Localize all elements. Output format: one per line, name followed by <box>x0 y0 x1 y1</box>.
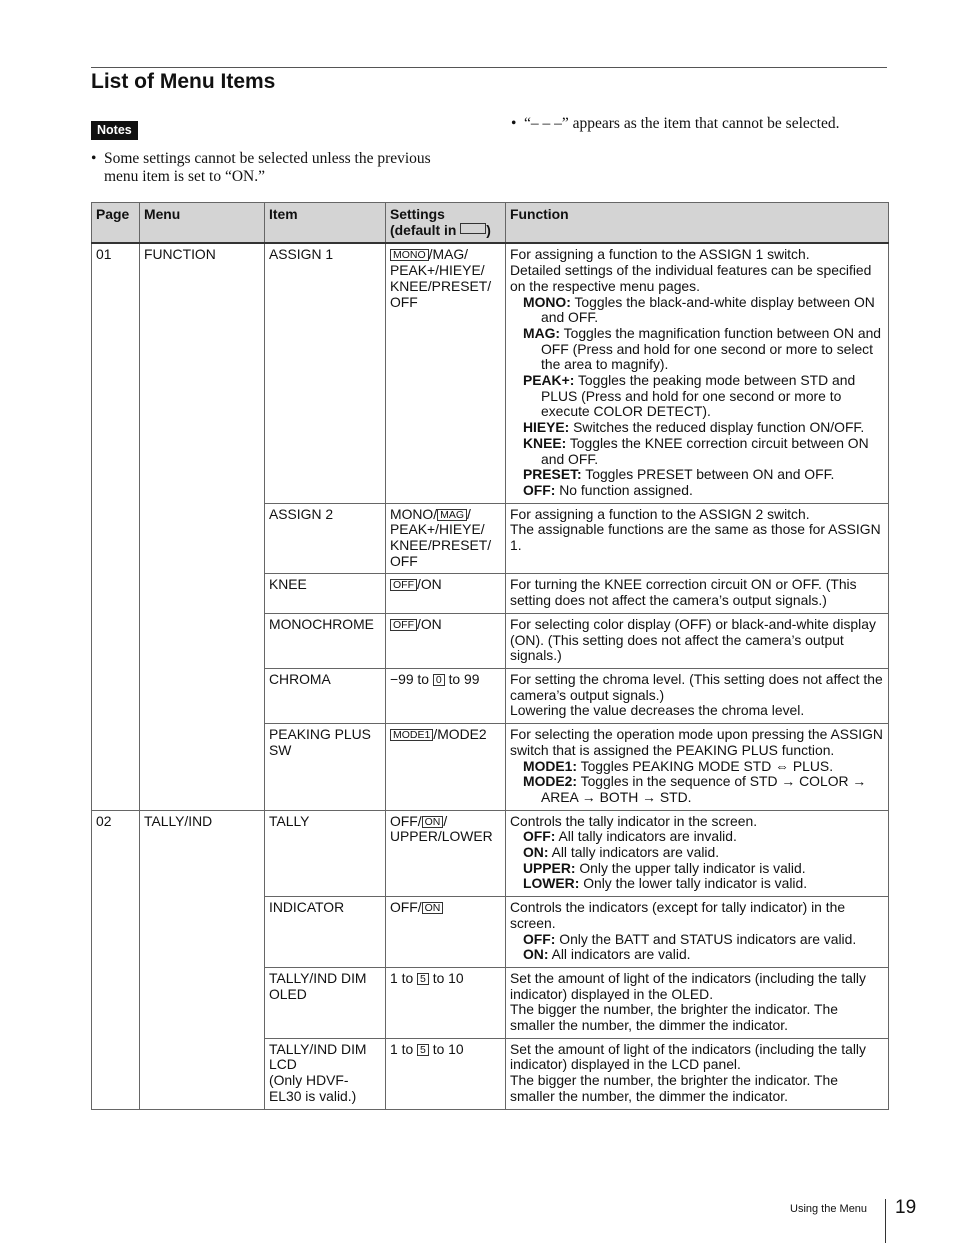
cell-function <box>506 1038 889 1109</box>
page-code: 01 <box>96 246 112 263</box>
item-name: TALLY <box>269 812 310 829</box>
function-text: For assigning a function to the ASSIGN 2 switch. <box>510 505 810 522</box>
table-row <box>92 1038 889 1109</box>
function-def <box>510 436 884 467</box>
cell-item <box>265 503 386 574</box>
table-header-row <box>92 203 889 244</box>
item-line: LCD <box>269 1056 297 1073</box>
cell-function <box>506 668 889 723</box>
def-desc: Toggles the magnification function between ON and OFF (Press and hold for one second or more to select the area to magnify). <box>541 324 882 373</box>
def-term: ON: <box>523 946 549 963</box>
def-term: ON: <box>523 844 549 861</box>
table-row <box>92 613 889 668</box>
cell-page <box>92 574 140 613</box>
table-row <box>92 668 889 723</box>
function-def <box>510 845 884 861</box>
item-name: KNEE <box>269 576 307 593</box>
header-settings <box>386 203 506 244</box>
item-line: TALLY/IND DIM <box>269 1040 367 1057</box>
def-term: HIEYE: <box>523 419 570 436</box>
cell-settings <box>386 810 506 897</box>
def-desc: Only the lower tally indicator is valid. <box>583 875 808 892</box>
cell-settings <box>386 668 506 723</box>
function-text: Set the amount of light of the indicators (including the tally indicator) displayed in the LCD panel. <box>510 1040 866 1073</box>
note-bullet <box>511 115 886 133</box>
item-line: EL30 is valid.) <box>269 1087 357 1104</box>
setting-before: 1 to <box>390 969 418 986</box>
function-def <box>510 483 884 499</box>
setting-default-box: OFF <box>390 579 417 591</box>
def-desc: Switches the reduced display function ON/OFF. <box>573 419 865 436</box>
cell-page <box>92 613 140 668</box>
function-text: Controls the indicators (except for tally indicator) in the screen. <box>510 899 846 931</box>
setting-rest: to 10 <box>428 969 464 986</box>
function-text: For turning the KNEE correction circuit ON or OFF. (This setting does not affect the camera’s output signals.) <box>510 576 857 609</box>
setting-before: OFF/ <box>390 899 422 916</box>
def-desc: Only the upper tally indicator is valid. <box>579 859 806 876</box>
function-def <box>510 373 884 420</box>
function-text: Set the amount of light of the indicators (including the tally indicator) displayed in the OLED. <box>510 969 866 1002</box>
note-bullet <box>91 150 466 186</box>
cell-page <box>92 967 140 1038</box>
header-menu: Menu <box>140 203 265 244</box>
setting-default-box: 5 <box>417 973 429 985</box>
function-def <box>510 759 884 775</box>
setting-rest: / UPPER/LOWER <box>390 812 493 845</box>
function-text: The assignable functions are the same as those for ASSIGN 1. <box>510 521 881 554</box>
setting-default-box: ON <box>422 816 444 828</box>
function-def <box>510 420 884 436</box>
setting-before: −99 to <box>390 670 433 687</box>
def-desc: All tally indicators are invalid. <box>558 828 737 845</box>
cell-item <box>265 1038 386 1109</box>
cell-item <box>265 243 386 503</box>
setting-default-box: MODE1 <box>390 729 433 741</box>
item-name: ASSIGN 1 <box>269 246 334 263</box>
function-def <box>510 829 884 845</box>
item-name: INDICATOR <box>269 899 345 916</box>
table-row <box>92 810 889 897</box>
function-text: The bigger the number, the brighter the indicator. The smaller the number, the dimmer the indicator. <box>510 1001 838 1034</box>
cell-page <box>92 243 140 503</box>
def-term: OFF: <box>523 828 556 845</box>
function-text: Lowering the value decreases the chroma level. <box>510 702 805 719</box>
cell-settings <box>386 243 506 503</box>
function-def <box>510 861 884 877</box>
def-term: MODE2: <box>523 773 578 790</box>
cell-menu <box>140 1038 265 1109</box>
cell-page <box>92 724 140 811</box>
setting-rest: /MODE2 <box>433 726 487 743</box>
cell-menu <box>140 897 265 968</box>
note-right <box>511 115 886 133</box>
cell-function <box>506 243 889 503</box>
def-desc: Toggles the KNEE correction circuit between ON and OFF. <box>541 434 869 467</box>
note-left <box>91 150 466 186</box>
cell-function <box>506 724 889 811</box>
setting-rest: /MAG/ PEAK+/HIEYE/ KNEE/PRESET/ OFF <box>390 246 492 310</box>
table-row <box>92 243 889 503</box>
note-text: “– – –” appears as the item that cannot be selected. <box>524 115 840 132</box>
cell-page <box>92 668 140 723</box>
cell-settings <box>386 503 506 574</box>
cell-function <box>506 503 889 574</box>
setting-default-box: OFF <box>390 619 417 631</box>
item-name: TALLY/IND DIM OLED <box>269 969 367 1002</box>
cell-page <box>92 897 140 968</box>
function-def <box>510 876 884 892</box>
function-def <box>510 326 884 373</box>
setting-before: 1 to <box>390 1040 418 1057</box>
function-text: The bigger the number, the brighter the indicator. The smaller the number, the dimmer the indicator. <box>510 1072 838 1104</box>
cell-function <box>506 897 889 968</box>
footer-rule <box>885 1199 886 1243</box>
def-term: OFF: <box>523 930 556 947</box>
def-term: UPPER: <box>523 859 576 876</box>
setting-rest: to 10 <box>428 1040 464 1057</box>
setting-default-box: MAG <box>437 509 467 521</box>
cell-item <box>265 967 386 1038</box>
table-row <box>92 897 889 968</box>
setting-rest: / PEAK+/HIEYE/ KNEE/PRESET/ OFF <box>390 505 492 569</box>
page-title: List of Menu Items <box>91 70 276 93</box>
header-page: Page <box>92 203 140 244</box>
def-desc: Toggles PRESET between ON and OFF. <box>585 466 835 483</box>
page-number: 19 <box>895 1197 917 1218</box>
cell-item <box>265 810 386 897</box>
cell-item <box>265 668 386 723</box>
def-desc: All indicators are valid. <box>551 946 691 963</box>
function-text: For selecting the operation mode upon pressing the ASSIGN switch that is assigned the PEAKING PLUS function. <box>510 726 883 758</box>
def-desc: Toggles the peaking mode between STD and PLUS (Press and hold for one second or more to execute COLOR DETECT). <box>541 372 856 420</box>
cell-settings <box>386 613 506 668</box>
cell-menu <box>140 724 265 811</box>
header-settings-line2a: (default in <box>390 221 461 238</box>
def-desc: Toggles the black-and-white display between ON and OFF. <box>541 293 875 326</box>
cell-function <box>506 613 889 668</box>
cell-settings <box>386 724 506 811</box>
function-def <box>510 295 884 326</box>
def-term: OFF: <box>523 481 556 498</box>
function-def <box>510 932 884 948</box>
item-name: PEAKING PLUS SW <box>269 726 371 758</box>
function-def <box>510 947 884 963</box>
cell-function <box>506 967 889 1038</box>
header-settings-line1: Settings <box>390 206 445 222</box>
setting-default-box: ON <box>422 902 444 914</box>
notes-badge: Notes <box>91 121 138 140</box>
item-name: CHROMA <box>269 670 331 687</box>
cell-function <box>506 810 889 897</box>
setting-before: OFF/ <box>390 812 422 829</box>
function-text: For assigning a function to the ASSIGN 1 switch. <box>510 246 810 263</box>
top-rule <box>91 67 887 68</box>
function-text: Detailed settings of the individual features can be specified on the respective menu pages. <box>510 262 872 294</box>
setting-rest: /ON <box>417 576 442 593</box>
item-name: MONOCHROME <box>269 615 374 632</box>
table-row <box>92 503 889 574</box>
default-box-icon <box>460 223 486 234</box>
item-name: ASSIGN 2 <box>269 505 334 522</box>
cell-item <box>265 724 386 811</box>
function-def <box>510 467 884 483</box>
setting-before: MONO/ <box>390 505 438 522</box>
cell-settings <box>386 1038 506 1109</box>
page-code: 02 <box>96 812 112 829</box>
def-term: PEAK+: <box>523 372 575 389</box>
def-term: MAG: <box>523 324 561 341</box>
def-term: LOWER: <box>523 875 580 892</box>
cell-item <box>265 613 386 668</box>
cell-menu <box>140 613 265 668</box>
function-text: For selecting color display (OFF) or black-and-white display (ON). (This setting does not affect the camera’s output signals.) <box>510 615 876 664</box>
cell-function <box>506 574 889 613</box>
setting-rest: /ON <box>417 615 442 632</box>
cell-settings <box>386 967 506 1038</box>
cell-item <box>265 897 386 968</box>
setting-default-box: MONO <box>390 249 429 261</box>
bullet-icon: • <box>91 150 97 167</box>
cell-menu <box>140 810 265 897</box>
table-row <box>92 967 889 1038</box>
cell-page <box>92 810 140 897</box>
def-term: KNEE: <box>523 434 567 451</box>
menu-name: TALLY/IND <box>144 812 213 829</box>
item-line: (Only HDVF- <box>269 1072 349 1089</box>
def-desc: Only the BATT and STATUS indicators are valid. <box>559 930 857 947</box>
menu-items-table <box>91 202 889 1110</box>
header-item: Item <box>265 203 386 244</box>
function-text: For setting the chroma level. (This setting does not affect the camera’s output signals.) <box>510 670 883 703</box>
menu-name: FUNCTION <box>144 246 216 263</box>
def-term: PRESET: <box>523 466 582 483</box>
cell-item <box>265 574 386 613</box>
function-text: Controls the tally indicator in the screen. <box>510 812 758 829</box>
table-row <box>92 724 889 811</box>
def-desc: Toggles PEAKING MODE STD ⇔ PLUS. <box>580 757 834 774</box>
footer-section-label: Using the Menu <box>790 1203 868 1215</box>
def-desc: All tally indicators are valid. <box>551 844 720 861</box>
cell-menu <box>140 668 265 723</box>
cell-settings <box>386 574 506 613</box>
def-desc: Toggles in the sequence of STD → COLOR → AREA → BOTH → STD. <box>541 773 867 805</box>
function-def <box>510 774 884 805</box>
cell-menu <box>140 967 265 1038</box>
cell-menu <box>140 243 265 503</box>
bullet-icon: • <box>511 115 517 132</box>
cell-page <box>92 1038 140 1109</box>
table-row <box>92 574 889 613</box>
def-term: MONO: <box>523 293 571 310</box>
cell-settings <box>386 897 506 968</box>
header-function: Function <box>506 203 889 244</box>
setting-default-box: 5 <box>417 1044 429 1056</box>
header-settings-line2b: ) <box>486 221 491 238</box>
cell-menu <box>140 503 265 574</box>
cell-page <box>92 503 140 574</box>
setting-default-box: 0 <box>433 674 445 686</box>
setting-rest: to 99 <box>444 670 480 687</box>
cell-menu <box>140 574 265 613</box>
def-desc: No function assigned. <box>559 481 693 498</box>
note-text: Some settings cannot be selected unless the previous menu item is set to “ON.” <box>104 150 431 185</box>
def-term: MODE1: <box>523 757 578 774</box>
